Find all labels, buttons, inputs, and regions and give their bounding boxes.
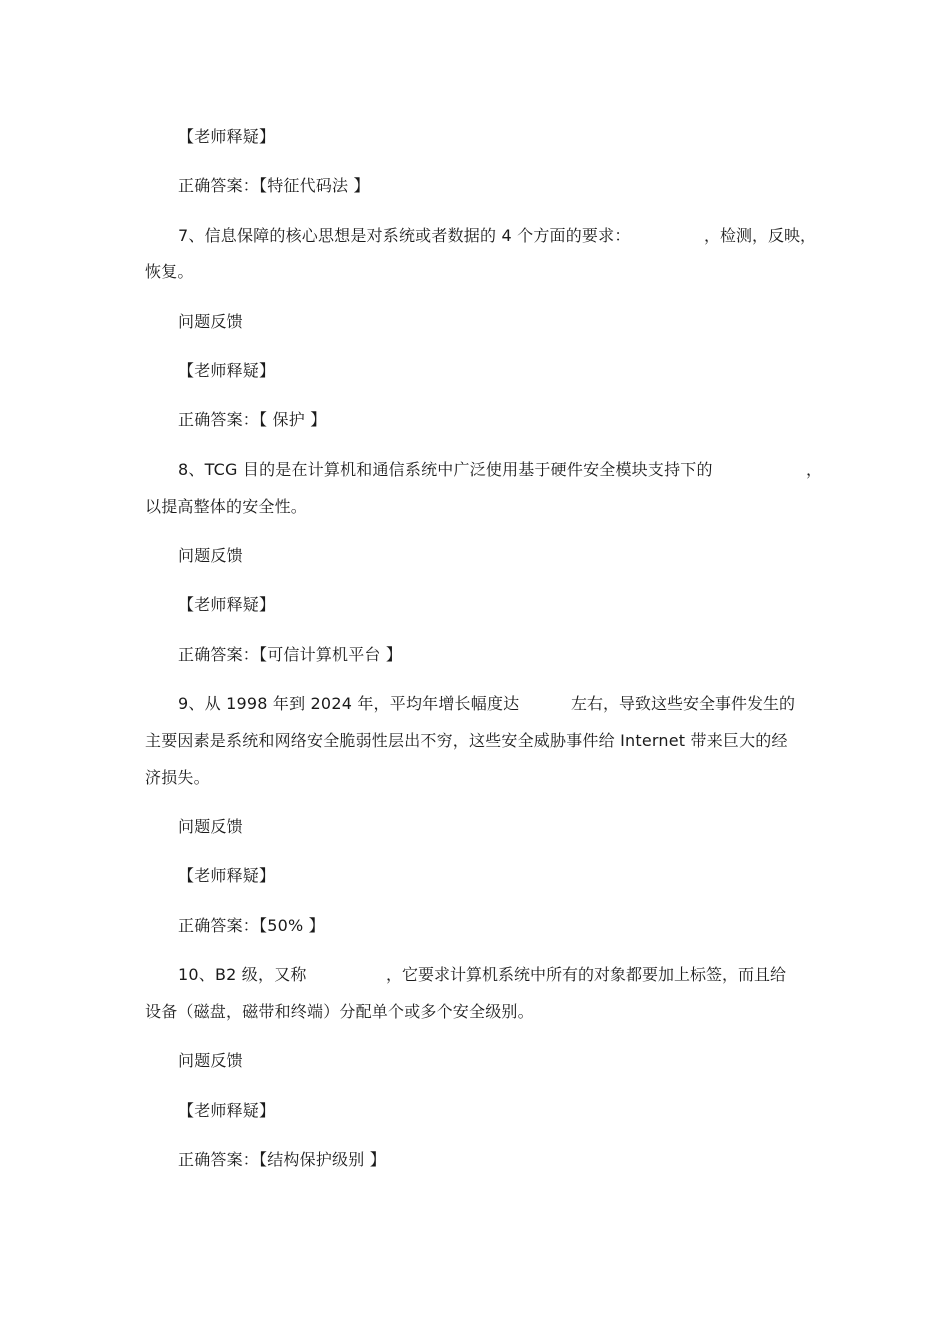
question-9-text-tail: 左右，导致这些安全事件发生的 <box>571 694 796 713</box>
question-8-text: 8、TCG 目的是在计算机和通信系统中广泛使用基于硬件安全模块支持下的 <box>178 460 713 479</box>
question-9-line-1 <box>178 694 519 714</box>
answer-value: 【结构保护级别 】 <box>259 1150 386 1169</box>
teacher-label: 【老师释疑】 <box>178 361 276 380</box>
question-7-text-cont: 恢复。 <box>145 262 194 281</box>
teacher-explanation <box>178 127 275 147</box>
answer-label: 正确答案： <box>178 1150 260 1169</box>
feedback-link[interactable]: 问题反馈 <box>178 312 243 331</box>
question-9-text-cont: 主要因素是系统和网络安全脆弱性层出不穷，这些安全威胁事件给 Internet 带来巨大的经 <box>145 731 788 750</box>
question-8-answer <box>178 645 402 665</box>
question-10-answer <box>178 1150 386 1170</box>
question-8-text-tail: ， <box>806 460 823 479</box>
answer-label: 正确答案： <box>178 916 260 935</box>
teacher-label: 【老师释疑】 <box>178 595 276 614</box>
answer-label: 正确答案： <box>178 176 260 195</box>
question-9-teacher <box>178 866 275 886</box>
question-7-text-tail: ，检测，反映， <box>704 226 817 245</box>
question-10-line-2 <box>145 1002 534 1022</box>
teacher-label: 【老师释疑】 <box>178 127 276 146</box>
correct-answer <box>178 176 370 196</box>
question-9-line-1-tail <box>571 694 795 714</box>
question-8-line-1 <box>178 460 713 480</box>
question-7-answer <box>178 410 326 430</box>
question-9-answer <box>178 916 325 936</box>
answer-value: 【 保护 】 <box>259 410 327 429</box>
question-10-line-1 <box>178 965 307 985</box>
question-7-line-1-tail <box>704 226 816 246</box>
teacher-label: 【老师释疑】 <box>178 1101 276 1120</box>
question-8-line-2 <box>145 497 307 517</box>
feedback-link[interactable]: 问题反馈 <box>178 817 243 836</box>
answer-value: 【特征代码法 】 <box>259 176 370 195</box>
question-7-line-1 <box>178 226 631 246</box>
answer-value: 【50% 】 <box>259 916 325 935</box>
answer-label: 正确答案： <box>178 410 260 429</box>
question-9-text: 9、从 1998 年到 2024 年，平均年增长幅度达 <box>178 694 520 713</box>
answer-label: 正确答案： <box>178 645 260 664</box>
question-7-text: 7、信息保障的核心思想是对系统或者数据的 4 个方面的要求： <box>178 226 631 245</box>
question-10-line-1-tail <box>386 965 786 985</box>
question-10-text-cont: 设备（磁盘，磁带和终端）分配单个或多个安全级别。 <box>145 1002 534 1021</box>
feedback-link[interactable]: 问题反馈 <box>178 546 243 565</box>
question-10-teacher <box>178 1101 275 1121</box>
question-10-feedback[interactable] <box>178 1051 243 1071</box>
teacher-label: 【老师释疑】 <box>178 866 276 885</box>
question-8-text-cont: 以提高整体的安全性。 <box>145 497 308 516</box>
question-7-line-2 <box>145 262 194 282</box>
question-7-feedback[interactable] <box>178 312 243 332</box>
question-9-line-2 <box>145 731 788 751</box>
question-9-line-3 <box>145 768 210 788</box>
question-9-text-cont: 济损失。 <box>145 768 210 787</box>
question-7-teacher <box>178 361 275 381</box>
question-8-feedback[interactable] <box>178 546 243 566</box>
question-8-line-1-tail <box>806 460 822 480</box>
question-9-feedback[interactable] <box>178 817 243 837</box>
question-10-text: 10、B2 级，又称 <box>178 965 307 984</box>
question-10-text-tail: ，它要求计算机系统中所有的对象都要加上标签，而且给 <box>386 965 787 984</box>
answer-value: 【可信计算机平台 】 <box>259 645 403 664</box>
question-8-teacher <box>178 595 275 615</box>
feedback-link[interactable]: 问题反馈 <box>178 1051 243 1070</box>
